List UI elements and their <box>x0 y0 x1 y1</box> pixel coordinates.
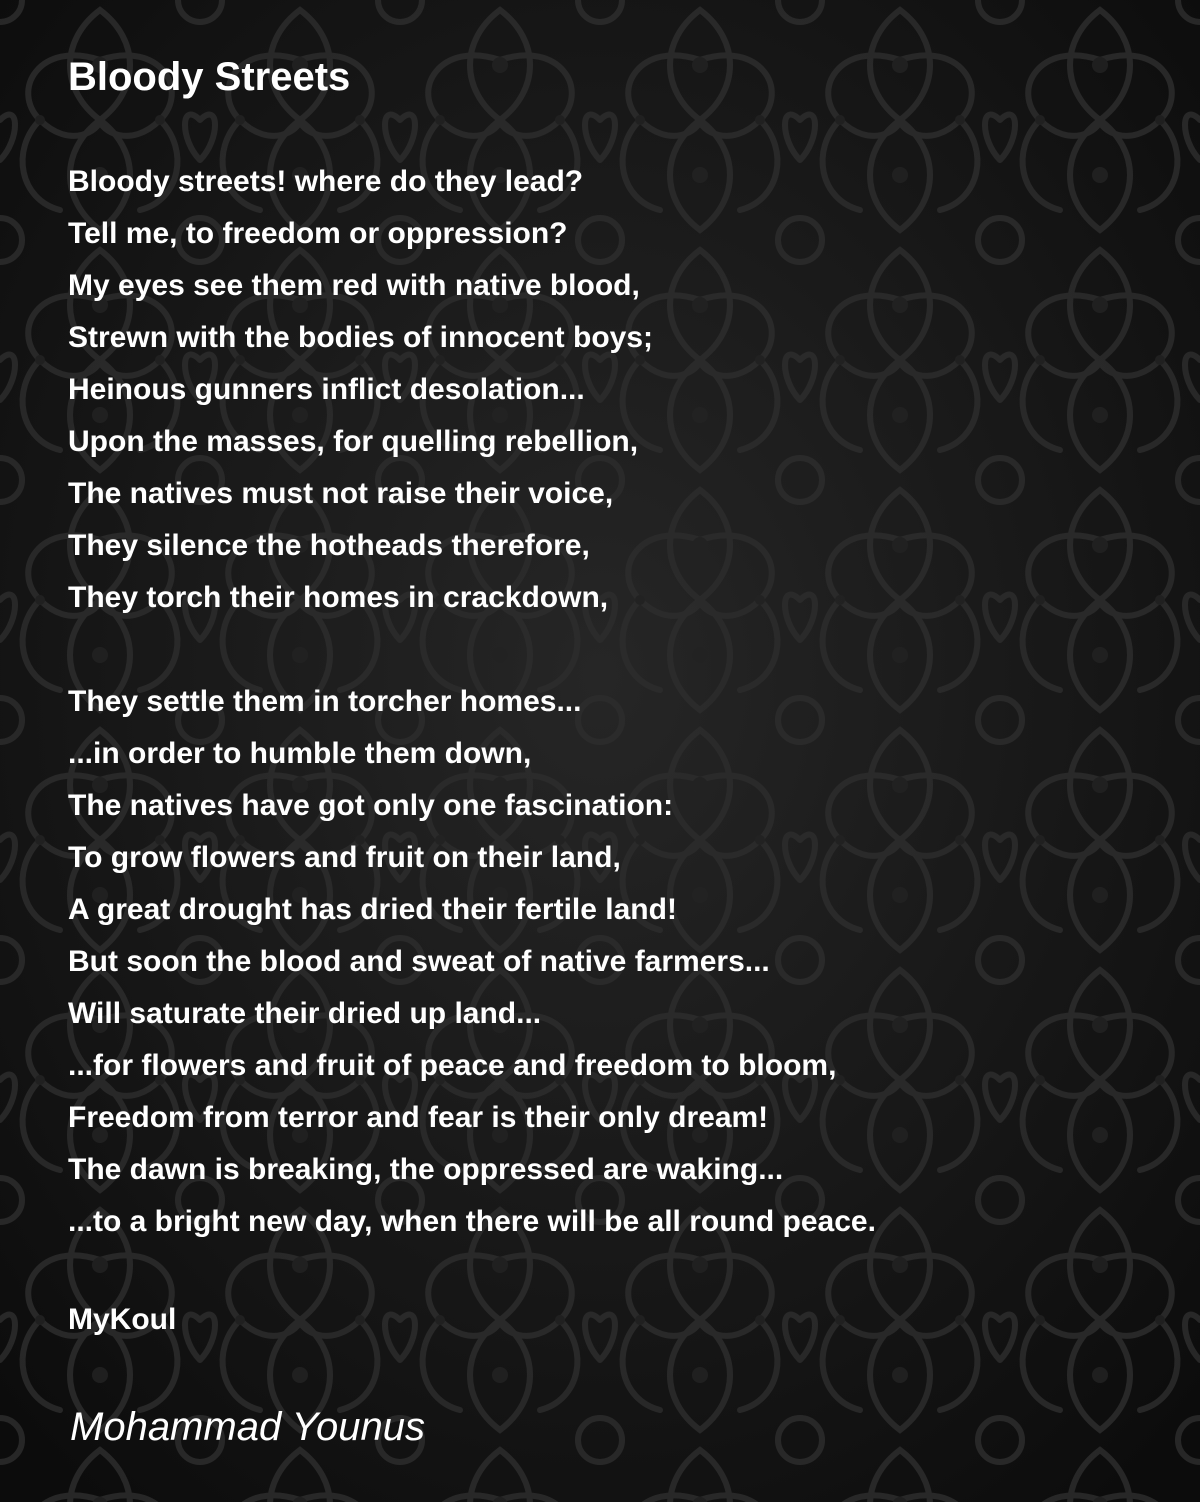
poem-line: They silence the hotheads therefore, <box>68 529 590 562</box>
poem-title: Bloody Streets <box>68 55 351 99</box>
poet-name: Mohammad Younus <box>70 1405 426 1449</box>
poet-username: MyKoul <box>68 1303 177 1336</box>
poem-line: ...for flowers and fruit of peace and freedom to bloom, <box>68 1049 837 1082</box>
poem-line: My eyes see them red with native blood, <box>68 269 640 302</box>
poem-line: The dawn is breaking, the oppressed are waking... <box>68 1153 784 1186</box>
poem-line: Will saturate their dried up land... <box>68 997 542 1030</box>
stanza-1 <box>68 156 653 624</box>
poem-line: To grow flowers and fruit on their land, <box>68 841 621 874</box>
poem-line: ...to a bright new day, when there will be all round peace. <box>68 1205 876 1238</box>
poem-line: Strewn with the bodies of innocent boys; <box>68 321 654 354</box>
poem-line: ...in order to humble them down, <box>68 737 532 770</box>
poem-line: They torch their homes in crackdown, <box>68 581 609 614</box>
poem-line: But soon the blood and sweat of native farmers... <box>68 945 770 978</box>
poem-line: Tell me, to freedom or oppression? <box>68 217 568 250</box>
poem-line: They settle them in torcher homes... <box>68 685 582 718</box>
poem-line: Upon the masses, for quelling rebellion, <box>68 425 639 458</box>
poem-line: Freedom from terror and fear is their only dream! <box>68 1101 769 1134</box>
poem-line: The natives have got only one fascination: <box>68 789 674 822</box>
poem-line: A great drought has dried their fertile land! <box>68 893 677 926</box>
poem-line: Heinous gunners inflict desolation... <box>68 373 585 406</box>
poem-line: Bloody streets! where do they lead? <box>68 165 584 198</box>
stanza-2 <box>68 676 876 1248</box>
poem-line: The natives must not raise their voice, <box>68 477 614 510</box>
